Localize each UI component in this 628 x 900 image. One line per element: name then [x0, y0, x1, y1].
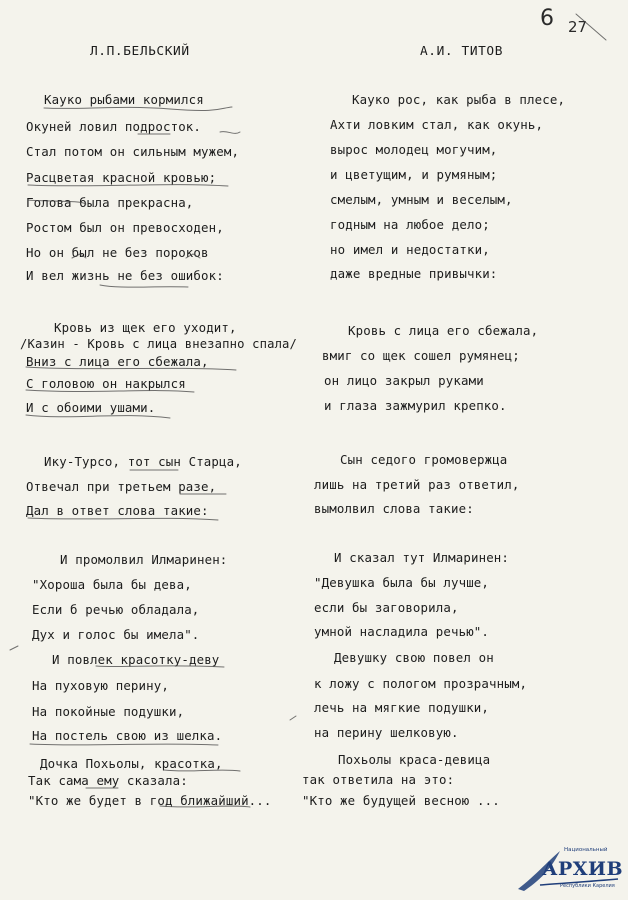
- verse-line: вмиг со щек сошел румянец;: [322, 348, 520, 363]
- verse-line: Стал потом он сильным мужем,: [26, 144, 240, 159]
- underline-mark: [30, 744, 218, 745]
- verse-line: на перину шелковую.: [314, 725, 459, 740]
- verse-line: На покойные подушки,: [32, 704, 185, 719]
- verse-line: "Хороша была бы дева,: [32, 577, 192, 592]
- verse-line: лишь на третий раз ответил,: [314, 477, 520, 492]
- verse-line: вырос молодец могучим,: [330, 142, 498, 157]
- verse-line: Если б речью обладала,: [32, 602, 200, 617]
- margin-tick: [10, 646, 18, 650]
- page-reference: 27: [568, 18, 588, 36]
- author-left: Л.П.БЕЛЬСКИЙ: [90, 44, 190, 59]
- verse-line: Дочка Похьолы, красотка,: [40, 756, 223, 771]
- verse-line: даже вредные привычки:: [330, 266, 498, 281]
- verse-line: Кауко рос, как рыба в плесе,: [352, 92, 566, 107]
- verse-line: Кауко рыбами кормился: [44, 92, 204, 107]
- archive-stamp: [516, 845, 624, 893]
- verse-line: И повлек красотку-деву: [52, 652, 220, 667]
- verse-line: Кровь с лица его сбежала,: [348, 323, 539, 338]
- author-right: А.И. ТИТОВ: [420, 44, 504, 59]
- verse-line: годным на любое дело;: [330, 217, 490, 232]
- verse-line: Дух и голос бы имела".: [32, 627, 200, 642]
- verse-line: Расцветая красной кровью;: [26, 170, 217, 185]
- verse-line: он лицо закрыл руками: [324, 373, 484, 388]
- verse-line: Окуней ловил подросток.: [26, 119, 202, 134]
- verse-line: но имел и недостатки,: [330, 242, 490, 257]
- verse-line: Но он был не без пороков: [26, 245, 209, 260]
- verse-line: вымолвил слова такие:: [314, 501, 474, 516]
- verse-line: Кровь из щек его уходит,: [54, 320, 237, 335]
- underline-mark: [100, 285, 188, 287]
- variant-note: /Казин - Кровь с лица внезапно спала/: [20, 337, 298, 351]
- verse-line: "Девушка была бы лучше,: [314, 575, 490, 590]
- verse-line: лечь на мягкие подушки,: [314, 700, 490, 715]
- verse-line: И сказал тут Илмаринен:: [334, 550, 510, 565]
- verse-line: И с обоими ушами.: [26, 400, 156, 415]
- verse-line: и цветущим, и румяным;: [330, 167, 498, 182]
- verse-line: Похьолы краса-девица: [338, 752, 491, 767]
- verse-line: "Кто же будет в год ближайший...: [28, 793, 272, 808]
- verse-line: умной насладила речью".: [314, 624, 490, 639]
- verse-line: Дал в ответ слова такие:: [26, 503, 209, 518]
- verse-line: так ответила на это:: [302, 772, 455, 787]
- verse-line: Девушку свою повел он: [334, 650, 494, 665]
- verse-line: "Кто же будущей весною ...: [302, 793, 500, 808]
- verse-line: На постель свою из шелка.: [32, 728, 223, 743]
- verse-line: Отвечал при третьем разе,: [26, 479, 217, 494]
- verse-line: к ложу с пологом прозрачным,: [314, 676, 528, 691]
- verse-line: Голова была прекрасна,: [26, 195, 194, 210]
- page-number: 6: [540, 6, 554, 31]
- verse-line: И промолвил Илмаринен:: [60, 552, 228, 567]
- verse-line: если бы заговорила,: [314, 600, 459, 615]
- verse-line: И вел жизнь не без ошибок:: [26, 268, 224, 283]
- stamp-title: АРХИВ: [542, 858, 624, 880]
- verse-line: Ростом был он превосходен,: [26, 220, 224, 235]
- verse-line: Вниз с лица его сбежала,: [26, 354, 209, 369]
- verse-line: На пуховую перину,: [32, 678, 169, 693]
- verse-line: Сын седого громовержца: [340, 452, 508, 467]
- verse-line: Так сама ему сказала:: [28, 773, 188, 788]
- stamp-caption-bottom: Республики Карелия: [560, 883, 615, 889]
- verse-line: С головою он накрылся: [26, 376, 186, 391]
- stamp-caption-top: Национальный: [564, 847, 608, 853]
- verse-line: Ику-Турсо, тот сын Старца,: [44, 454, 242, 469]
- margin-tick: [290, 716, 296, 720]
- verse-line: смелым, умным и веселым,: [330, 192, 513, 207]
- verse-line: Ахти ловким стал, как окунь,: [330, 117, 544, 132]
- underline-mark: [220, 132, 240, 134]
- verse-line: и глаза зажмурил крепко.: [324, 398, 507, 413]
